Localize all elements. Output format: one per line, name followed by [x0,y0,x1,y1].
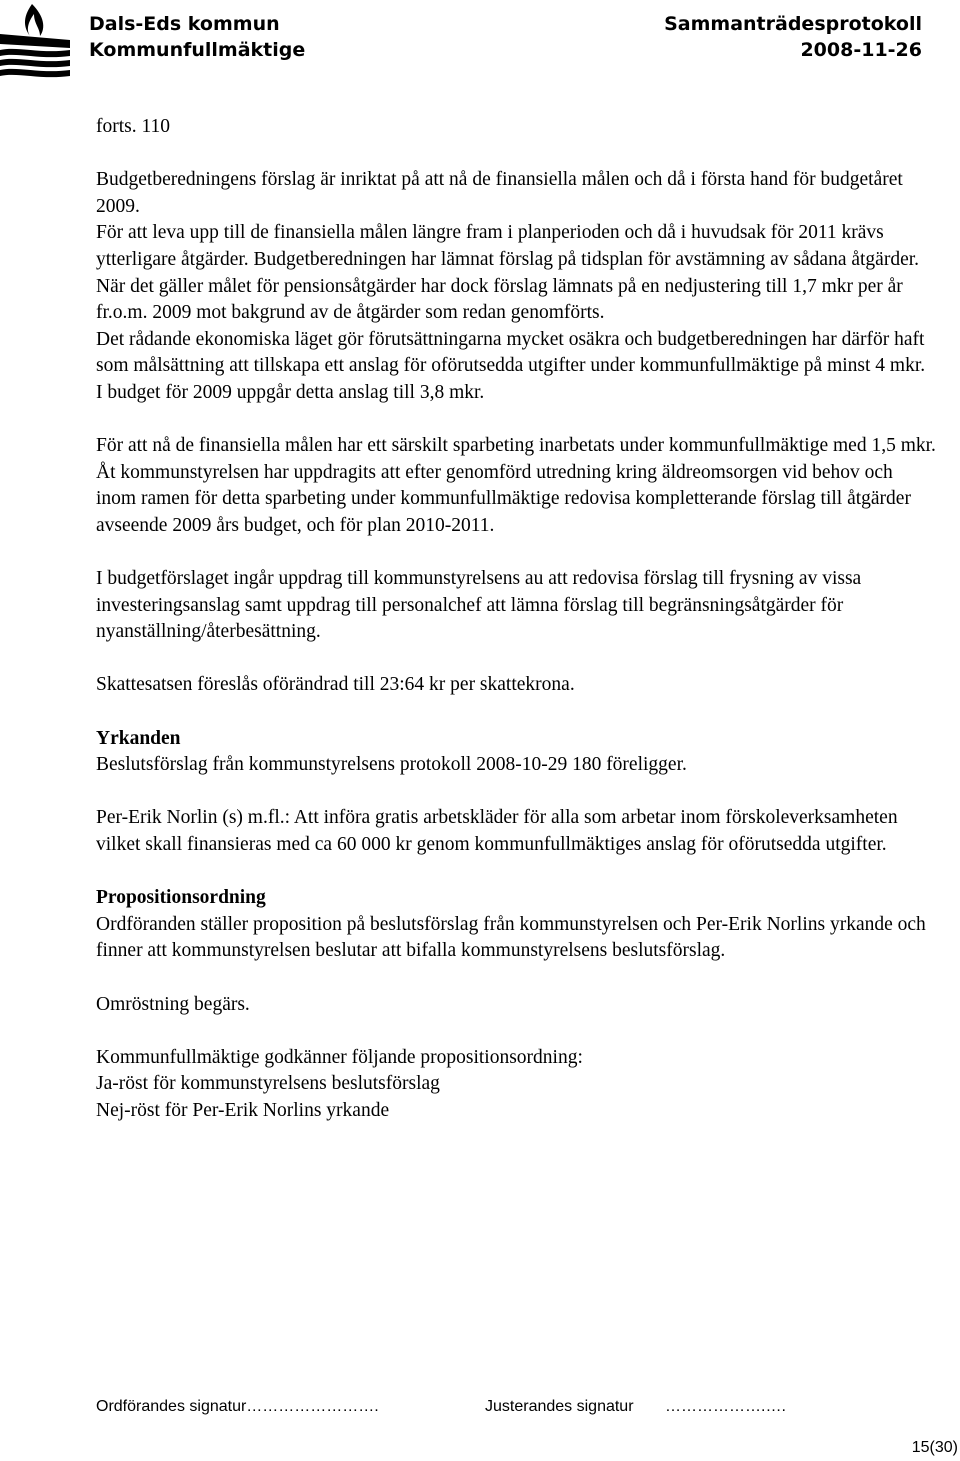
paragraph: Kommunfullmäktige godkänner följande propositionsordning: [96,1046,583,1068]
header-body: Kommunfullmäktige [89,39,306,61]
header-date: 2008-11-26 [800,39,922,61]
section-heading-yrkanden: Yrkanden [96,727,181,749]
paragraph: Budgetberedningens förslag är inriktat på att nå de finansiella målen och då i första hand för budgetåret 2009. [96,169,903,217]
document-body [96,114,936,1125]
section-heading-propositionsordning: Propositionsordning [96,887,266,909]
adjuster-signature-line: ……………….…. [665,1398,786,1415]
paragraph: Per-Erik Norlin (s) m.fl.: Att införa gratis arbetskläder för alla som arbetar inom förskoleverksamheten vilket skall finansieras med ca 60 000 kr genom kommunfullmäktiges anslag för oförutsedda utgifter. [96,807,898,856]
paragraph: Skattesatsen föreslås oförändrad till 23:64 kr per skattekrona. [96,674,575,696]
header-municipality: Dals-Eds kommun [89,13,280,35]
paragraph: För att leva upp till de finansiella målen längre fram i planperioden och då i huvudsak för 2011 krävs ytterligare åtgärder. Budgetberedningen har lämnat förslag på tidsplan för avstämning av sådana åtgärder. [96,222,920,270]
adjuster-signature-label: Justerandes signatur [485,1398,634,1415]
page-number: 15(30) [911,1439,958,1456]
paragraph: Ja-röst för kommunstyrelsens beslutsförslag [96,1073,440,1095]
paragraph: För att nå de finansiella målen har ett särskilt sparbeting inarbetats under kommunfullmäktige med 1,5 mkr. Åt kommunstyrelsen har uppdragits att efter genomförd utredning kring äldreomsorgen vid behov och inom ramen för detta sparbeting under kommunfullmäktige redovisa kompletterande förslag till åtgärder avseende 2009 års budget, och för plan 2010-2011. [96,435,936,536]
paragraph: Beslutsförslag från kommunstyrelsens protokoll 2008-10-29 180 föreligger. [96,754,687,776]
paragraph: Ordföranden ställer proposition på beslutsförslag från kommunstyrelsen och Per-Erik Norlins yrkande och finner att kommunstyrelsen beslutar att bifalla kommunstyrelsens beslutsförslag. [96,913,926,962]
paragraph: Det rådande ekonomiska läget gör förutsättningarna mycket osäkra och budgetberedningen har därför haft som målsättning att tillskapa ett anslag för oförutsedda utgifter under kommunfullmäktige på minst 4 mkr. I budget för 2009 uppgår detta anslag till 3,8 mkr. [96,328,926,403]
header-doc-type: Sammanträdesprotokoll [664,13,922,35]
municipality-logo [0,0,70,78]
continuation-label: forts. 110 [96,116,171,137]
chair-signature: Ordförandes signatur……………………. [96,1398,379,1415]
paragraph: Omröstning begärs. [96,993,250,1015]
paragraph: I budgetförslaget ingår uppdrag till kommunstyrelsens au att redovisa förslag till frysning av vissa investeringsanslag samt uppdrag till personalchef att lämna förslag till begränsningsåtgärder för nyanställning/återbesättning. [96,568,862,643]
paragraph: Nej-röst för Per-Erik Norlins yrkande [96,1099,390,1121]
paragraph: När det gäller målet för pensionsåtgärder har dock förslag lämnats på en nedjustering till 1,7 mkr per år fr.o.m. 2009 mot bakgrund av de åtgärder som redan genomförts. [96,275,903,324]
